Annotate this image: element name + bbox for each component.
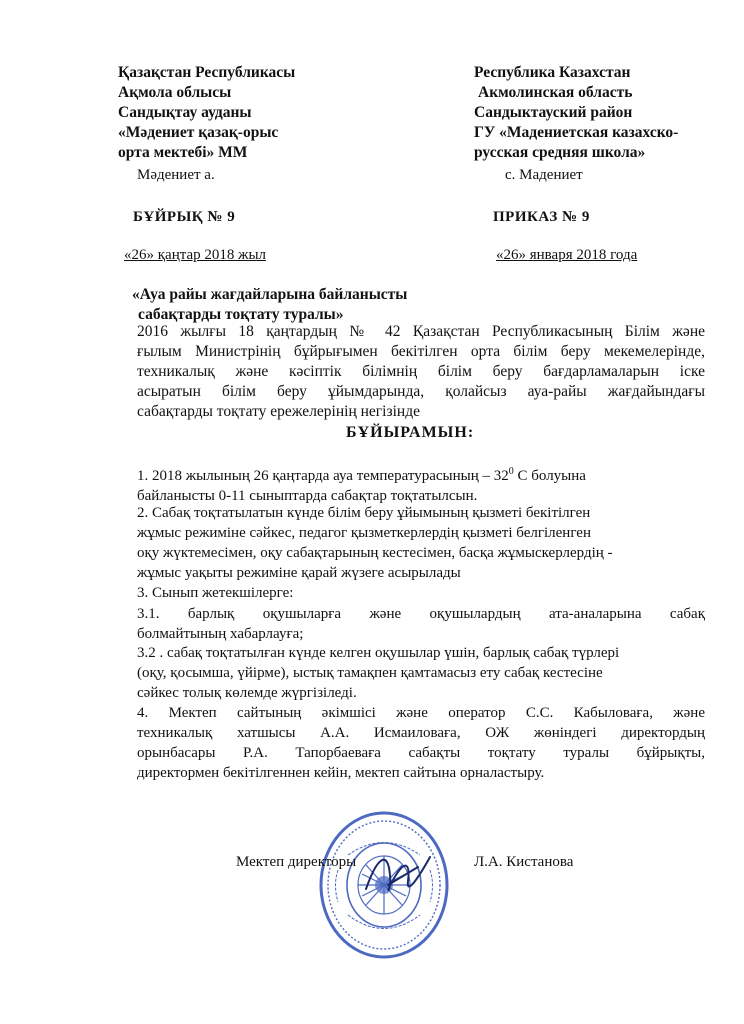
item-3: 3. Сынып жетекшілерге: xyxy=(137,585,294,601)
preamble-line: асыратын білім беру ұйымдарында, қолайсыз ауа-райы жағдайындағы xyxy=(137,383,705,400)
item-1-text-a: 1. 2018 жылының 26 қаңтарда ауа температурасының – 32 xyxy=(137,468,509,484)
title-line2: сабақтарды тоқтату туралы» xyxy=(138,306,344,323)
header-kz-line4: «Мәдениет қазақ-орыс xyxy=(118,124,279,141)
signatory-name: Л.А. Кистанова xyxy=(474,854,574,870)
item-4-line: 4. Мектеп сайтының әкімшісі және оператор С.С. Кабыловаға, және xyxy=(137,705,705,721)
item-4-line: орынбасары Р.А. Тапорбаеваға сабақты тоқтату туралы бұйрықты, xyxy=(137,745,705,761)
item-2-line: жұмыс режиміне сәйкес, педагог қызметкерлердің қызметі белгіленген xyxy=(137,525,591,541)
item-3-2-line: 3.2 . сабақ тоқтатылған күнде келген оқушылар үшін, барлық сабақ түрлері xyxy=(137,645,620,661)
item-1 xyxy=(137,462,705,506)
header-kazakh xyxy=(118,63,295,163)
item-3-1-line: болмайтының хабарлауға; xyxy=(137,626,304,642)
item-3-1-line: 3.1. барлық оқушыларға және оқушылардың ата-аналарына сабақ xyxy=(137,606,705,622)
signatory-position: Мектеп директоры xyxy=(236,854,357,870)
preamble-line: техникалық және кәсіптік білімнің білім беру бағдарламаларын іске xyxy=(137,363,705,380)
village-kz: Мәдениет а. xyxy=(137,167,215,183)
order-number-kz: БҰЙРЫҚ № 9 xyxy=(133,209,236,225)
header-kz-line5: орта мектебі» ММ xyxy=(118,144,248,161)
item-2-line: 2. Сабақ тоқтатылатын күнде білім беру ұйымының қызметі бекітілген xyxy=(137,505,591,521)
item-1-text-b: С болуына xyxy=(513,468,586,484)
preamble-line: ғылым Министрінің бұйрығымен бекітілген орта білім беру мекемелерінде, xyxy=(137,343,705,360)
signature-scribble xyxy=(360,845,440,905)
header-ru-line3: Сандыктауский район xyxy=(474,104,633,121)
preamble-line: сабақтарды тоқтату ережелерінің негізінде xyxy=(137,403,420,420)
item-4 xyxy=(137,703,705,783)
item-3-2-line: (оқу, қосымша, үйірме), ыстық тамақпен қамтамасыз ету сабақ кестесіне xyxy=(137,665,603,681)
header-ru-line4: ГУ «Мадениетская казахско- xyxy=(474,124,679,141)
item-2-line: жұмыс уақыты режиміне қарай жүзеге асырылады xyxy=(137,565,461,581)
item-2-line: оқу жүктемесімен, оқу сабақтарының кестесімен, басқа жұмыскерлердің - xyxy=(137,545,613,561)
village-ru: с. Мадениет xyxy=(505,167,583,183)
date-kz: «26» қаңтар 2018 жыл xyxy=(124,247,267,263)
item-4-line: директормен бекітілгеннен кейін, мектеп сайтына орналастыру. xyxy=(137,765,545,781)
item-3-1 xyxy=(137,604,705,644)
header-kz-line3: Сандықтау ауданы xyxy=(118,104,252,121)
preamble-line: 2016 жылғы 18 қаңтардың № 42 Қазақстан Республикасының Білім және xyxy=(137,323,705,340)
order-number-ru: ПРИКАЗ № 9 xyxy=(493,209,590,225)
item-1-line2: байланысты 0-11 сыныптарда сабақтар тоқтатылсын. xyxy=(137,488,478,504)
header-ru-line2: Акмолинская область xyxy=(478,84,633,101)
item-2 xyxy=(137,503,705,583)
item-1-line1 xyxy=(137,462,705,486)
item-4-line: техникалық хатшысы А.А. Исмаиловаға, ОЖ жөніндегі директордың xyxy=(137,725,705,741)
header-russian xyxy=(474,63,678,163)
order-title xyxy=(132,285,407,325)
header-kz-line2: Ақмола облысы xyxy=(118,84,232,101)
decree-heading: БҰЙЫРАМЫН: xyxy=(346,424,475,441)
header-ru-line5: русская средняя школа» xyxy=(474,144,646,161)
header-ru-line1: Республика Казахстан xyxy=(474,64,631,81)
header-kz-line1: Қазақстан Республикасы xyxy=(118,64,296,81)
title-line1: «Ауа райы жағдайларына байланысты xyxy=(132,286,408,303)
degree-superscript: 0 xyxy=(508,466,514,477)
item-3-2 xyxy=(137,643,705,703)
item-3-2-line: сәйкес толық көлемде жүргізіледі. xyxy=(137,685,357,701)
preamble xyxy=(137,322,705,422)
date-ru: «26» января 2018 года xyxy=(496,247,638,263)
